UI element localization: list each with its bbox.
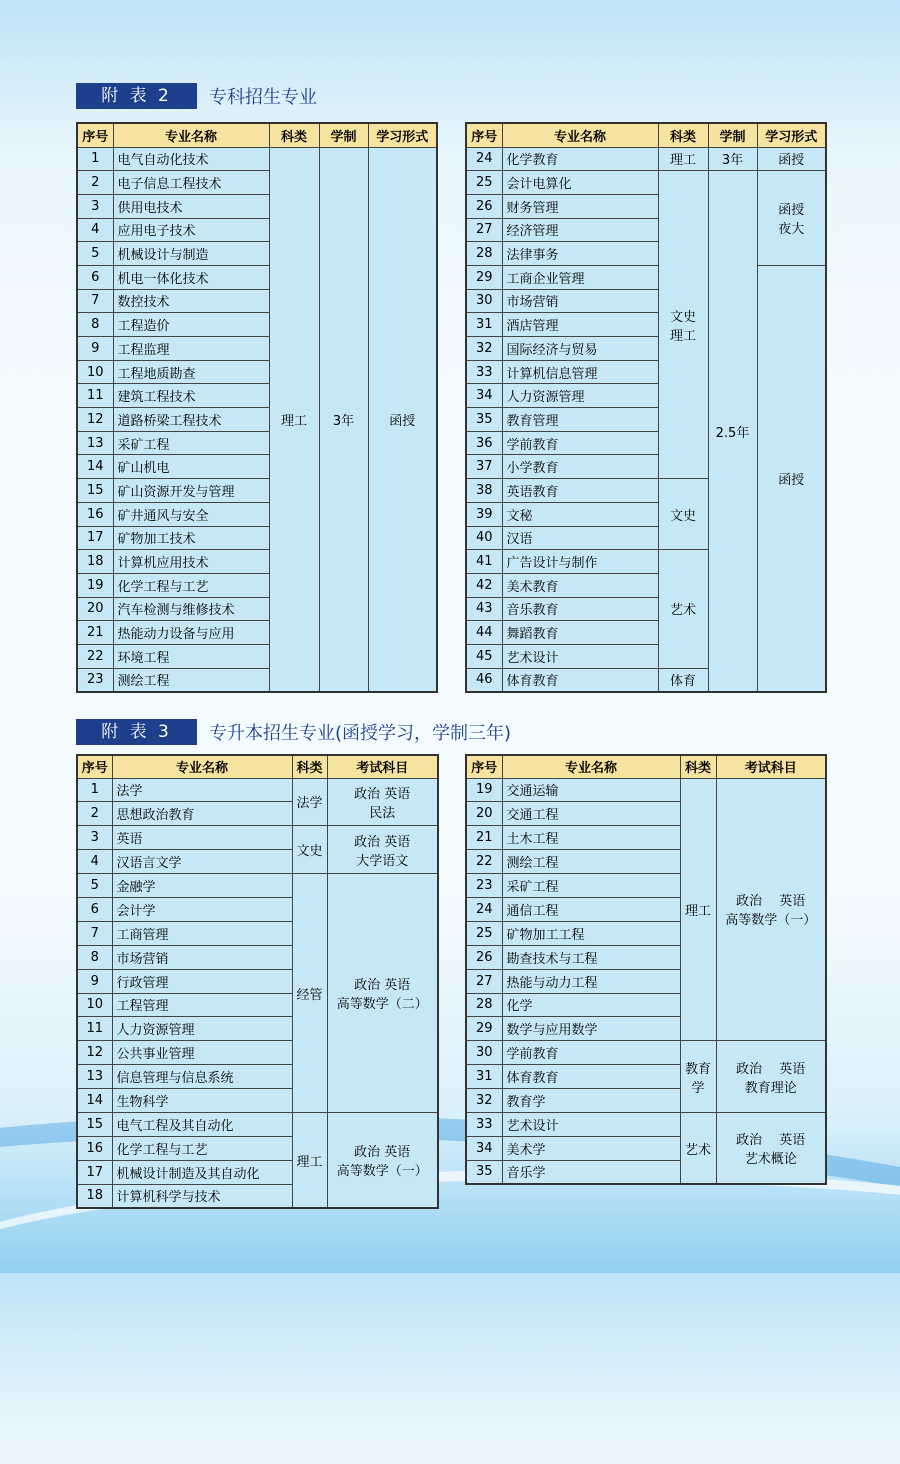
major-name: 体育教育 [502, 668, 658, 692]
major-name: 汽车检测与维修技术 [113, 597, 269, 621]
major-name: 计算机科学与技术 [112, 1184, 292, 1208]
major-name: 思想政治教育 [112, 802, 292, 826]
duration-cell: 3年 [319, 147, 368, 692]
header-duration: 学制 [319, 123, 368, 147]
major-name: 工商企业管理 [502, 265, 658, 289]
major-name: 汉语言文学 [112, 850, 292, 874]
category-cell: 文史 [658, 479, 708, 550]
major-name: 矿物加工技术 [113, 526, 269, 550]
major-name: 采矿工程 [113, 431, 269, 455]
row-number: 14 [77, 1089, 112, 1113]
row-number: 35 [466, 1160, 502, 1184]
exam-subjects-cell: 政治 英语 教育理论 [716, 1041, 826, 1113]
row-number: 20 [77, 597, 113, 621]
row-number: 2 [77, 802, 112, 826]
header-major: 专业名称 [112, 755, 292, 778]
category-cell: 法学 [292, 778, 327, 826]
row-number: 27 [466, 218, 502, 242]
major-name: 法律事务 [502, 242, 658, 266]
major-name: 化学工程与工艺 [112, 1136, 292, 1160]
row-number: 3 [77, 826, 112, 850]
major-name: 化学工程与工艺 [113, 573, 269, 597]
header-seq: 序号 [466, 123, 502, 147]
row-number: 5 [77, 874, 112, 898]
major-name: 法学 [112, 778, 292, 802]
header-seq: 序号 [466, 755, 502, 778]
major-name: 工程造价 [113, 313, 269, 337]
row-number: 36 [466, 431, 502, 455]
row-number: 29 [466, 1017, 502, 1041]
row-number: 42 [466, 573, 502, 597]
section2-right-table [465, 122, 827, 693]
major-name: 英语教育 [502, 479, 658, 503]
major-name: 热能动力设备与应用 [113, 621, 269, 645]
duration-cell: 3年 [708, 147, 757, 171]
major-name: 舞蹈教育 [502, 621, 658, 645]
major-name: 土木工程 [502, 826, 680, 850]
category-cell: 文史 [292, 826, 327, 874]
major-name: 矿物加工工程 [502, 921, 680, 945]
major-name: 美术学 [502, 1136, 680, 1160]
table-row [77, 874, 438, 898]
section2-title: 专科招生专业 [209, 87, 317, 108]
row-number: 2 [77, 171, 113, 195]
header-category: 科类 [658, 123, 708, 147]
header-seq: 序号 [77, 755, 112, 778]
major-name: 人力资源管理 [112, 1017, 292, 1041]
major-name: 音乐教育 [502, 597, 658, 621]
major-name: 财务管理 [502, 194, 658, 218]
row-number: 19 [466, 778, 502, 802]
major-name: 学前教育 [502, 431, 658, 455]
major-name: 环境工程 [113, 644, 269, 668]
major-name: 测绘工程 [502, 850, 680, 874]
exam-subjects-cell: 政治 英语 高等数学（一） [327, 1112, 438, 1208]
row-number: 31 [466, 313, 502, 337]
major-name: 交通工程 [502, 802, 680, 826]
study-form-cell: 函授 [757, 265, 826, 691]
header-major: 专业名称 [502, 755, 680, 778]
header-category: 科类 [680, 755, 716, 778]
table-row [77, 778, 438, 802]
row-number: 28 [466, 242, 502, 266]
exam-subjects-cell: 政治 英语 大学语文 [327, 826, 438, 874]
section3-heading [76, 719, 511, 745]
row-number: 7 [77, 289, 113, 313]
row-number: 38 [466, 479, 502, 503]
row-number: 32 [466, 1089, 502, 1113]
row-number: 11 [77, 384, 113, 408]
section3-badge: 附 表 3 [76, 719, 197, 745]
table-row [466, 265, 826, 289]
row-number: 8 [77, 313, 113, 337]
study-form-cell: 函授 [368, 147, 437, 692]
major-name: 教育学 [502, 1089, 680, 1113]
row-number: 1 [77, 147, 113, 171]
section3-title: 专升本招生专业(函授学习，学制三年) [209, 723, 512, 744]
major-name: 电气工程及其自动化 [112, 1112, 292, 1136]
row-number: 23 [77, 668, 113, 692]
category-cell: 理工 [292, 1112, 327, 1208]
major-name: 化学教育 [502, 147, 658, 171]
major-name: 建筑工程技术 [113, 384, 269, 408]
row-number: 11 [77, 1017, 112, 1041]
row-number: 25 [466, 171, 502, 195]
major-name: 广告设计与制作 [502, 550, 658, 574]
section2-left-table [76, 122, 438, 693]
major-name: 美术教育 [502, 573, 658, 597]
major-name: 艺术设计 [502, 644, 658, 668]
row-number: 24 [466, 897, 502, 921]
row-number: 30 [466, 289, 502, 313]
major-name: 艺术设计 [502, 1112, 680, 1136]
exam-subjects-cell: 政治 英语 高等数学（二） [327, 874, 438, 1113]
major-name: 会计学 [112, 897, 292, 921]
header-category: 科类 [269, 123, 319, 147]
header-exam-subjects: 考试科目 [716, 755, 826, 778]
row-number: 7 [77, 921, 112, 945]
major-name: 汉语 [502, 526, 658, 550]
major-name: 矿山机电 [113, 455, 269, 479]
row-number: 10 [77, 360, 113, 384]
row-number: 31 [466, 1065, 502, 1089]
header-major: 专业名称 [113, 123, 269, 147]
major-name: 工程监理 [113, 337, 269, 361]
table-row [77, 147, 437, 171]
row-number: 22 [77, 644, 113, 668]
major-name: 体育教育 [502, 1065, 680, 1089]
row-number: 6 [77, 897, 112, 921]
row-number: 28 [466, 993, 502, 1017]
major-name: 工程管理 [112, 993, 292, 1017]
row-number: 13 [77, 431, 113, 455]
major-name: 酒店管理 [502, 313, 658, 337]
row-number: 10 [77, 993, 112, 1017]
row-number: 32 [466, 337, 502, 361]
major-name: 行政管理 [112, 969, 292, 993]
row-number: 26 [466, 945, 502, 969]
row-number: 25 [466, 921, 502, 945]
table-row [466, 1112, 826, 1136]
row-number: 9 [77, 969, 112, 993]
row-number: 9 [77, 337, 113, 361]
row-number: 21 [466, 826, 502, 850]
category-cell: 理工 [658, 147, 708, 171]
header-exam-subjects: 考试科目 [327, 755, 438, 778]
row-number: 16 [77, 1136, 112, 1160]
major-name: 机械设计制造及其自动化 [112, 1160, 292, 1184]
major-name: 经济管理 [502, 218, 658, 242]
major-name: 数控技术 [113, 289, 269, 313]
row-number: 41 [466, 550, 502, 574]
header-seq: 序号 [77, 123, 113, 147]
major-name: 矿山资源开发与管理 [113, 479, 269, 503]
row-number: 13 [77, 1065, 112, 1089]
major-name: 金融学 [112, 874, 292, 898]
study-form-cell: 函授 [757, 147, 826, 171]
row-number: 20 [466, 802, 502, 826]
category-cell: 体育 [658, 668, 708, 692]
major-name: 交通运输 [502, 778, 680, 802]
row-number: 37 [466, 455, 502, 479]
row-number: 35 [466, 408, 502, 432]
major-name: 测绘工程 [113, 668, 269, 692]
row-number: 1 [77, 778, 112, 802]
major-name: 会计电算化 [502, 171, 658, 195]
row-number: 18 [77, 550, 113, 574]
row-number: 30 [466, 1041, 502, 1065]
row-number: 44 [466, 621, 502, 645]
row-number: 3 [77, 194, 113, 218]
table-row [466, 147, 826, 171]
major-name: 通信工程 [502, 897, 680, 921]
major-name: 工商管理 [112, 921, 292, 945]
major-name: 教育管理 [502, 408, 658, 432]
section2-heading [76, 83, 317, 109]
major-name: 信息管理与信息系统 [112, 1065, 292, 1089]
row-number: 15 [77, 479, 113, 503]
major-name: 采矿工程 [502, 874, 680, 898]
major-name: 电子信息工程技术 [113, 171, 269, 195]
row-number: 39 [466, 502, 502, 526]
category-cell: 经管 [292, 874, 327, 1113]
row-number: 5 [77, 242, 113, 266]
header-duration: 学制 [708, 123, 757, 147]
major-name: 计算机应用技术 [113, 550, 269, 574]
major-name: 小学教育 [502, 455, 658, 479]
study-form-cell: 函授 夜大 [757, 171, 826, 266]
major-name: 学前教育 [502, 1041, 680, 1065]
major-name: 英语 [112, 826, 292, 850]
header-major: 专业名称 [502, 123, 658, 147]
row-number: 34 [466, 384, 502, 408]
major-name: 机电一体化技术 [113, 265, 269, 289]
category-cell: 教育 学 [680, 1041, 716, 1113]
category-cell: 理工 [269, 147, 319, 692]
row-number: 15 [77, 1112, 112, 1136]
row-number: 12 [77, 408, 113, 432]
exam-subjects-cell: 政治 英语 高等数学（一） [716, 778, 826, 1041]
row-number: 18 [77, 1184, 112, 1208]
major-name: 国际经济与贸易 [502, 337, 658, 361]
row-number: 4 [77, 850, 112, 874]
row-number: 40 [466, 526, 502, 550]
section3-right-table [465, 754, 827, 1185]
category-cell: 文史 理工 [658, 171, 708, 479]
major-name: 矿井通风与安全 [113, 502, 269, 526]
major-name: 生物科学 [112, 1089, 292, 1113]
major-name: 应用电子技术 [113, 218, 269, 242]
major-name: 计算机信息管理 [502, 360, 658, 384]
major-name: 人力资源管理 [502, 384, 658, 408]
row-number: 24 [466, 147, 502, 171]
major-name: 热能与动力工程 [502, 969, 680, 993]
major-name: 工程地质勘查 [113, 360, 269, 384]
major-name: 机械设计与制造 [113, 242, 269, 266]
duration-cell: 2.5年 [708, 171, 757, 692]
row-number: 33 [466, 360, 502, 384]
row-number: 29 [466, 265, 502, 289]
row-number: 19 [77, 573, 113, 597]
major-name: 音乐学 [502, 1160, 680, 1184]
row-number: 33 [466, 1112, 502, 1136]
row-number: 14 [77, 455, 113, 479]
major-name: 勘查技术与工程 [502, 945, 680, 969]
major-name: 道路桥梁工程技术 [113, 408, 269, 432]
row-number: 45 [466, 644, 502, 668]
row-number: 8 [77, 945, 112, 969]
row-number: 21 [77, 621, 113, 645]
header-study-form: 学习形式 [368, 123, 437, 147]
row-number: 16 [77, 502, 113, 526]
table-row [466, 778, 826, 802]
row-number: 34 [466, 1136, 502, 1160]
major-name: 市场营销 [112, 945, 292, 969]
row-number: 26 [466, 194, 502, 218]
row-number: 46 [466, 668, 502, 692]
header-category: 科类 [292, 755, 327, 778]
exam-subjects-cell: 政治 英语 艺术概论 [716, 1112, 826, 1184]
category-cell: 艺术 [658, 550, 708, 668]
major-name: 电气自动化技术 [113, 147, 269, 171]
row-number: 12 [77, 1041, 112, 1065]
table-row [466, 1041, 826, 1065]
row-number: 4 [77, 218, 113, 242]
major-name: 化学 [502, 993, 680, 1017]
row-number: 22 [466, 850, 502, 874]
header-study-form: 学习形式 [757, 123, 826, 147]
major-name: 市场营销 [502, 289, 658, 313]
table-row [77, 1112, 438, 1136]
row-number: 6 [77, 265, 113, 289]
category-cell: 艺术 [680, 1112, 716, 1184]
major-name: 数学与应用数学 [502, 1017, 680, 1041]
major-name: 公共事业管理 [112, 1041, 292, 1065]
table-row [466, 171, 826, 195]
exam-subjects-cell: 政治 英语 民法 [327, 778, 438, 826]
row-number: 17 [77, 526, 113, 550]
row-number: 27 [466, 969, 502, 993]
major-name: 文秘 [502, 502, 658, 526]
major-name: 供用电技术 [113, 194, 269, 218]
row-number: 23 [466, 874, 502, 898]
row-number: 43 [466, 597, 502, 621]
table-row [77, 826, 438, 850]
section2-badge: 附 表 2 [76, 83, 197, 109]
section3-left-table [76, 754, 439, 1209]
row-number: 17 [77, 1160, 112, 1184]
category-cell: 理工 [680, 778, 716, 1041]
